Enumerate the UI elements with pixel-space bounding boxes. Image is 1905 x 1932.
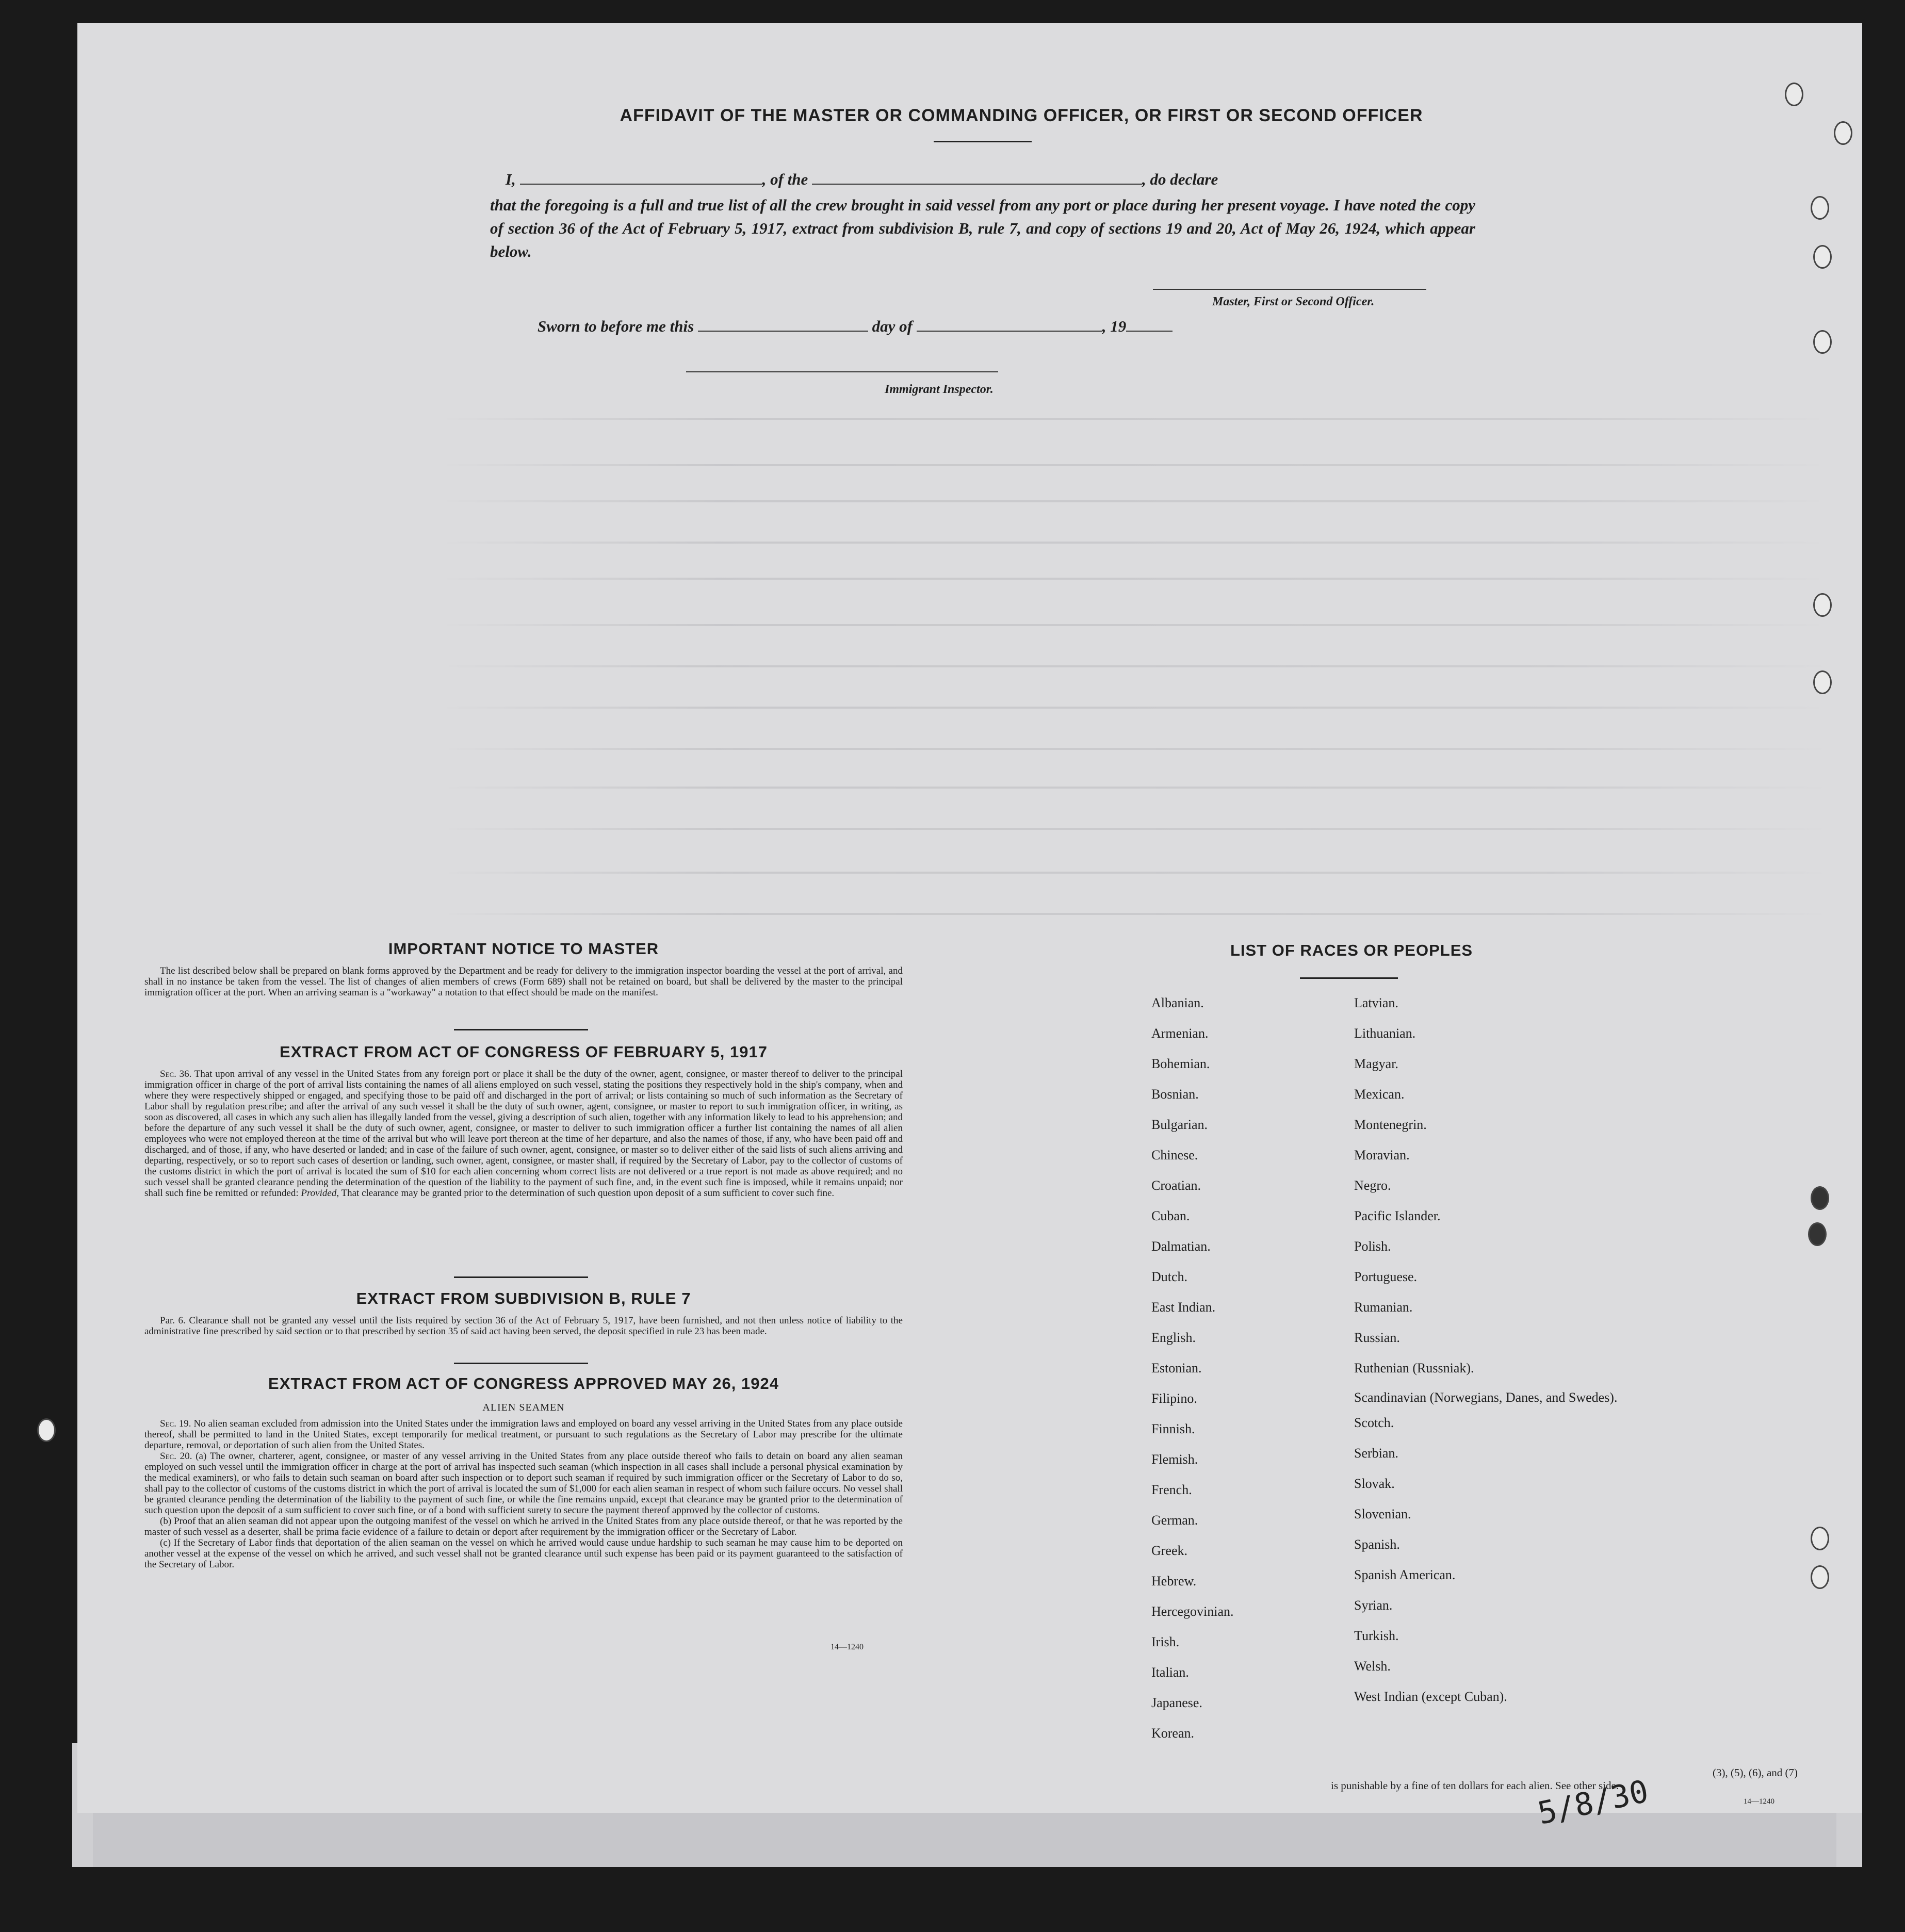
sworn-line: [538, 317, 1173, 336]
bleed-through-row: [438, 872, 1831, 874]
sworn-day-field[interactable]: [698, 331, 868, 332]
paragraph-6: Par. 6. Clearance shall not be granted any vessel until the lists required by section 36 of the Act of February 5, 1917, have been furnished, and not then unless notice of liability to the administrative fine prescribed by said section or to that prescribed by section 35 of said act having been served, the deposit specified in rule 23 has been made.: [144, 1315, 903, 1337]
race-item: Spanish.: [1354, 1537, 1400, 1552]
race-item: Latvian.: [1354, 995, 1398, 1010]
race-item: Italian.: [1151, 1665, 1189, 1680]
divider: [454, 1276, 588, 1278]
bleed-through-row: [438, 500, 1831, 502]
master-name-field[interactable]: [520, 184, 762, 185]
sworn-year-label: , 19: [1102, 317, 1127, 335]
race-item: Croatian.: [1151, 1178, 1201, 1193]
race-item: Hercegovinian.: [1151, 1604, 1234, 1619]
race-item: Scandinavian (Norwegians, Danes, and Swedes).: [1354, 1390, 1618, 1405]
binder-hole: [1813, 670, 1832, 694]
race-item: Dalmatian.: [1151, 1239, 1211, 1254]
binder-hole: [1811, 1527, 1829, 1550]
form-number: 14—1240: [831, 1643, 864, 1651]
binder-hole: [1811, 1565, 1829, 1589]
race-item: Slovak.: [1354, 1476, 1395, 1491]
affidavit-title: AFFIDAVIT OF THE MASTER OR COMMANDING OFFICER, OR FIRST OR SECOND OFFICER: [620, 106, 1423, 125]
sworn-day-label: day of: [872, 317, 913, 335]
bleed-through-row: [438, 787, 1831, 789]
extract-1917-title: EXTRACT FROM ACT OF CONGRESS OF FEBRUARY 5, 1917: [280, 1043, 768, 1061]
section-20-label: Sec. 20.: [160, 1451, 192, 1462]
extract-1917-text: [144, 1069, 903, 1199]
race-item: Chinese.: [1151, 1148, 1198, 1163]
footer-form-number: 14—1240: [1744, 1797, 1774, 1806]
extract-rule7-title: EXTRACT FROM SUBDIVISION B, RULE 7: [356, 1289, 691, 1307]
race-item: Bulgarian.: [1151, 1117, 1208, 1132]
section-19-paragraph: [144, 1418, 903, 1451]
alien-seamen-subtitle: ALIEN SEAMEN: [482, 1402, 565, 1413]
binder-hole: [1811, 196, 1829, 220]
bleed-through-row: [438, 913, 1831, 915]
race-item: Mexican.: [1354, 1087, 1405, 1102]
bleed-through-row: [438, 665, 1831, 667]
binder-hole: [1813, 245, 1832, 269]
divider: [454, 1029, 588, 1030]
bleed-through-row: [438, 624, 1831, 626]
binder-hole: [1811, 1186, 1829, 1210]
race-item: Japanese.: [1151, 1695, 1202, 1710]
sworn-month-field[interactable]: [917, 331, 1102, 332]
race-item: Flemish.: [1151, 1452, 1198, 1467]
race-item: Rumanian.: [1354, 1300, 1413, 1315]
race-item: Bosnian.: [1151, 1087, 1199, 1102]
bleed-through-row: [438, 578, 1831, 580]
bleed-through-row: [438, 464, 1831, 466]
races-column-2: [1354, 988, 1618, 1712]
section-19-text: No alien seaman excluded from admission into the United States under the immigration laws and employed on board any vessel arriving in the United States from any place outside thereof, shall be permitted to land in the United States, except temporarily for medical treatment, or pursuant to such regulations as the Secretary of Labor may prescribe for the ultimate departure, removal, or deportation of such alien from the United States.: [144, 1418, 903, 1451]
master-signature-field[interactable]: [1153, 289, 1426, 290]
race-item: Spanish American.: [1354, 1567, 1456, 1582]
proviso-text: That clearance may be granted prior to the determination of such question upon deposit of a sum sufficient to cover such fine.: [341, 1188, 835, 1199]
extract-1924-text: [144, 1418, 903, 1570]
section-36-paragraph: [144, 1069, 903, 1199]
section-19-label: Sec. 19.: [160, 1418, 191, 1429]
section-20b-paragraph: (b) Proof that an alien seaman did not appear upon the outgoing manifest of the vessel on which he arrived in the United States from any place outside thereof, or that he was reported by the master of such vessel as a deserter, shall be prima facie evidence of a failure to detain or deport after requirement by the immigration officer or the Secretary of Labor.: [144, 1516, 903, 1537]
bleed-through-row: [438, 542, 1831, 544]
race-item: Syrian.: [1354, 1598, 1393, 1613]
races-column-1: [1151, 988, 1327, 1748]
proviso-label: Provided,: [301, 1188, 339, 1199]
race-item: Moravian.: [1354, 1148, 1410, 1163]
race-item: Turkish.: [1354, 1628, 1399, 1643]
race-item: Korean.: [1151, 1726, 1195, 1741]
affidavit-declare-label: , do declare: [1142, 170, 1218, 188]
binder-hole: [1834, 121, 1852, 145]
race-item: Greek.: [1151, 1543, 1188, 1558]
binder-hole: [37, 1418, 56, 1442]
race-item: Filipino.: [1151, 1391, 1197, 1406]
race-item: Armenian.: [1151, 1026, 1209, 1041]
race-item: Scotch.: [1354, 1415, 1394, 1430]
section-36-label: Sec. 36.: [160, 1069, 192, 1079]
race-item: Russian.: [1354, 1330, 1400, 1345]
race-item: German.: [1151, 1513, 1198, 1528]
race-item: Dutch.: [1151, 1269, 1188, 1284]
divider: [454, 1363, 588, 1364]
affidavit-body: that the foregoing is a full and true list of all the crew brought in said vessel from any port or place during her present voyage. I have noted the copy of section 36 of the Act of February 5, 1917, extract from subdivision B, rule 7, and copy of sections 19 and 20, Act of May 26, 1924, which appear below.: [490, 196, 1475, 260]
race-item: Estonian.: [1151, 1361, 1202, 1376]
race-item: Cuban.: [1151, 1208, 1190, 1223]
race-item: Negro.: [1354, 1178, 1391, 1193]
race-item: Serbian.: [1354, 1446, 1398, 1461]
sworn-year-field[interactable]: [1126, 331, 1173, 332]
race-item: West Indian (except Cuban).: [1354, 1689, 1507, 1704]
signature-label: Master, First or Second Officer.: [1212, 295, 1375, 308]
race-item: Welsh.: [1354, 1659, 1391, 1674]
race-item: Ruthenian (Russniak).: [1354, 1361, 1474, 1376]
inspector-label: Immigrant Inspector.: [885, 383, 994, 396]
races-title: LIST OF RACES OR PEOPLES: [1230, 941, 1473, 959]
notice-text: [144, 965, 903, 998]
race-item: Montenegrin.: [1354, 1117, 1427, 1132]
race-item: Finnish.: [1151, 1421, 1195, 1436]
notice-paragraph: The list described below shall be prepared on blank forms approved by the Department and be ready for delivery to the immigration inspector boarding the vessel at the port of arrival, and shall in no instance be taken from the vessel. The list of changes of alien members of crews (Form 689) shall not be retained on board, but shall be delivered by the master to the principal immigration officer at the port. When an arriving seaman is a "workaway" a notation to that effect should be made on the manifest.: [144, 965, 903, 998]
penalty-note-line1: (3), (5), (6), and (7): [1713, 1766, 1798, 1779]
bleed-through-row: [438, 707, 1831, 709]
section-20a-paragraph: [144, 1451, 903, 1516]
handwritten-date: 5/8/30: [1535, 1773, 1652, 1832]
race-item: Albanian.: [1151, 995, 1204, 1010]
extract-rule7-text: [144, 1315, 903, 1337]
vessel-name-field[interactable]: [812, 184, 1142, 185]
extract-1924-title: EXTRACT FROM ACT OF CONGRESS APPROVED MAY 26, 1924: [268, 1374, 779, 1393]
race-item: Lithuanian.: [1354, 1026, 1416, 1041]
race-item: French.: [1151, 1482, 1192, 1497]
race-item: Pacific Islander.: [1354, 1208, 1441, 1223]
affidavit-declaration-line: [490, 170, 1475, 189]
race-item: Bohemian.: [1151, 1056, 1210, 1071]
section-20c-paragraph: (c) If the Secretary of Labor finds that deportation of the alien seaman on the vessel on which he arrived would cause undue hardship to such seaman he may cause him to be deported on another vessel at the expense of the vessel on which he arrived, and such vessel shall not be granted clearance until such expense has been paid or its payment guaranteed to the satisfaction of the Secretary of Labor.: [144, 1537, 903, 1570]
bleed-through-row: [438, 828, 1831, 830]
race-item: Magyar.: [1354, 1056, 1398, 1071]
binder-hole: [1808, 1222, 1827, 1246]
divider: [934, 141, 1032, 142]
inspector-signature-field[interactable]: [686, 371, 998, 372]
section-20a-text: (a) The owner, charterer, agent, consignee, or master of any vessel arriving in the United States from any place outside thereof who fails to detain on board any alien seaman employed on such vessel until the immigration officer in charge at the port of arrival has inspected such seaman (which inspection in all cases shall include a personal physical examination by the medical examiners), or who fails to detain such seaman on board after such inspection or to deport such seaman if required by such immigration officer or the Secretary of Labor to do so, shall pay to the collector of customs of the customs district in which the port of arrival is located the sum of $1,000 for each alien seaman in respect of whom such failure occurs. No vessel shall be granted clearance pending the determination of the liability to the payment of such fine, or while the fine remains unpaid, except that clearance may be granted prior to the determination of such question upon the deposit of a sum sufficient to cover such fine, or of a bond with sufficient surety to secure the payment thereof approved by the collector of customs.: [144, 1451, 903, 1516]
penalty-note-line2: is punishable by a fine of ten dollars for each alien. See other side.: [1331, 1779, 1619, 1792]
race-item: Slovenian.: [1354, 1507, 1411, 1521]
affidavit-i-label: I,: [506, 170, 516, 188]
binder-hole: [1785, 83, 1803, 106]
divider: [1300, 977, 1398, 979]
affidavit-of-label: , of the: [762, 170, 808, 188]
section-36-text: That upon arrival of any vessel in the United States from any foreign port or place it shall be the duty of the owner, agent, consignee, or master thereof to deliver to the principal immigration officer in charge of the port of arrival lists containing the names of all aliens employed on such vessel, stating the positions they respectively hold in the ship's company, when and where they were respectively shipped or engaged, and specifying those to be paid off and discharged in the port of arrival; or lists containing so much of such information as the Secretary of Labor shall by regulation prescribe; and after the arrival of any such vessel it shall be the duty of such owner, agent, consignee, or master to report to such immigration officer, in writing, as soon as discovered, all cases in which any such alien has illegally landed from the vessel, giving a description of such alien, together with any information likely to lead to his apprehension; and before the departure of any such vessel it shall be the duty of such owner, agent, consignee, or master to deliver to such immigration officer a further list containing the names of all alien employees who were not employed thereon at the time of the arrival but who will leave port thereon at the time of her departure, and also the names of those, if any, who have been paid off and discharged, and of those, if any, who have deserted or landed; and in case of the failure of such owner, agent, consignee, or master so to deliver either of the said lists of such aliens arriving and departing, respectively, or so to report such cases of desertion or landing, such owner, agent, consignee, or master shall, if required by the Secretary of Labor, pay to the collector of customs of the customs district in which the port of arrival is located the sum of $10 for each alien concerning whom correct lists are not delivered or a true report is not made as above required; and no such vessel shall be granted clearance pending the determination of the question of the liability to the payment of such fine, and, in the event such fine is imposed, while it remains unpaid; nor shall such fine be remitted or refunded:: [144, 1069, 903, 1199]
bleed-through-row: [438, 748, 1831, 750]
sworn-prefix: Sworn to before me this: [538, 317, 694, 335]
race-item: Portuguese.: [1354, 1269, 1418, 1284]
race-item: English.: [1151, 1330, 1196, 1345]
race-item: Hebrew.: [1151, 1574, 1197, 1589]
binder-hole: [1813, 330, 1832, 354]
race-item: East Indian.: [1151, 1300, 1216, 1315]
race-item: Polish.: [1354, 1239, 1391, 1254]
notice-title: IMPORTANT NOTICE TO MASTER: [388, 940, 659, 958]
bleed-through-row: [438, 418, 1831, 420]
race-item: Irish.: [1151, 1634, 1180, 1649]
binder-hole: [1813, 593, 1832, 617]
